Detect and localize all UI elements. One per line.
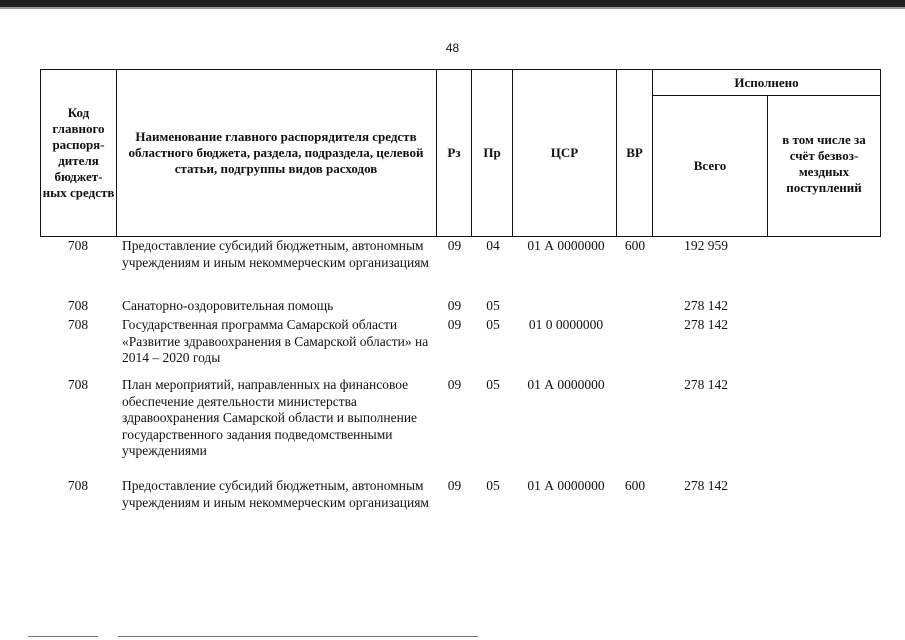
row-vr: 600 xyxy=(624,238,646,253)
row-code: 708 xyxy=(67,238,89,253)
row-total: 278 142 xyxy=(684,377,728,392)
header-bottom-border xyxy=(40,236,881,237)
row-code: 708 xyxy=(67,298,89,313)
row-csr: 01 А 0000000 xyxy=(527,238,605,253)
page-number: 48 xyxy=(445,41,460,55)
row-pr: 05 xyxy=(486,478,500,493)
row-code: 708 xyxy=(67,317,89,332)
row-csr: 01 0 0000000 xyxy=(528,317,604,332)
header-free: в том числе за счёт безвоз- мездных поступлений xyxy=(782,132,866,195)
row-rz: 09 xyxy=(447,377,462,392)
row-pr: 04 xyxy=(486,238,500,253)
row-name: План мероприятий, направленных на финансовое обеспечение деятельности министерства здравоохранения Самарской области и выполнение государственного задания подведомственными учреждениями xyxy=(122,377,418,458)
col-border xyxy=(116,69,117,237)
row-rz: 09 xyxy=(447,238,462,253)
header-code: Код главного распоря- дителя бюджет- ных средств xyxy=(42,105,115,200)
col-border xyxy=(767,95,768,237)
row-total: 278 142 xyxy=(684,478,728,493)
row-code: 708 xyxy=(67,377,89,392)
row-total: 278 142 xyxy=(684,298,728,313)
row-rz: 09 xyxy=(447,478,462,493)
header-total: Всего xyxy=(693,158,727,173)
header-name: Наименование главного распорядителя средств областного бюджета, раздела, подраздела, целевой статьи, подгруппы видов расходов xyxy=(128,129,424,176)
row-name: Предоставление субсидий бюджетным, автономным учреждениям и иным некоммерческим организациям xyxy=(122,238,429,270)
row-pr: 05 xyxy=(486,317,500,332)
row-rz: 09 xyxy=(447,298,462,313)
row-total: 278 142 xyxy=(684,317,728,332)
row-pr: 05 xyxy=(486,377,500,392)
row-name: Предоставление субсидий бюджетным, автономным учреждениям и иным некоммерческим организациям xyxy=(122,478,429,510)
scan-artifact xyxy=(28,636,98,637)
header-executed: Исполнено xyxy=(734,74,799,90)
row-pr: 05 xyxy=(486,298,500,313)
row-code: 708 xyxy=(67,478,89,493)
scan-top-edge xyxy=(0,0,905,7)
row-rz: 09 xyxy=(447,317,462,332)
row-total: 192 959 xyxy=(684,238,728,253)
col-border xyxy=(880,69,881,237)
row-name: Государственная программа Самарской области «Развитие здравоохранения в Самарской области» на 2014 – 2020 годы xyxy=(122,317,429,365)
row-csr: 01 А 0000000 xyxy=(527,377,605,392)
header-rz: Рз xyxy=(447,145,461,160)
row-vr: 600 xyxy=(624,478,646,493)
header-csr: ЦСР xyxy=(550,145,579,160)
row-name: Санаторно-оздоровительная помощь xyxy=(122,298,334,313)
scan-artifact xyxy=(118,636,478,637)
header-vr: ВР xyxy=(626,145,643,160)
row-csr: 01 А 0000000 xyxy=(527,478,605,493)
header-pr: Пр xyxy=(483,145,501,160)
